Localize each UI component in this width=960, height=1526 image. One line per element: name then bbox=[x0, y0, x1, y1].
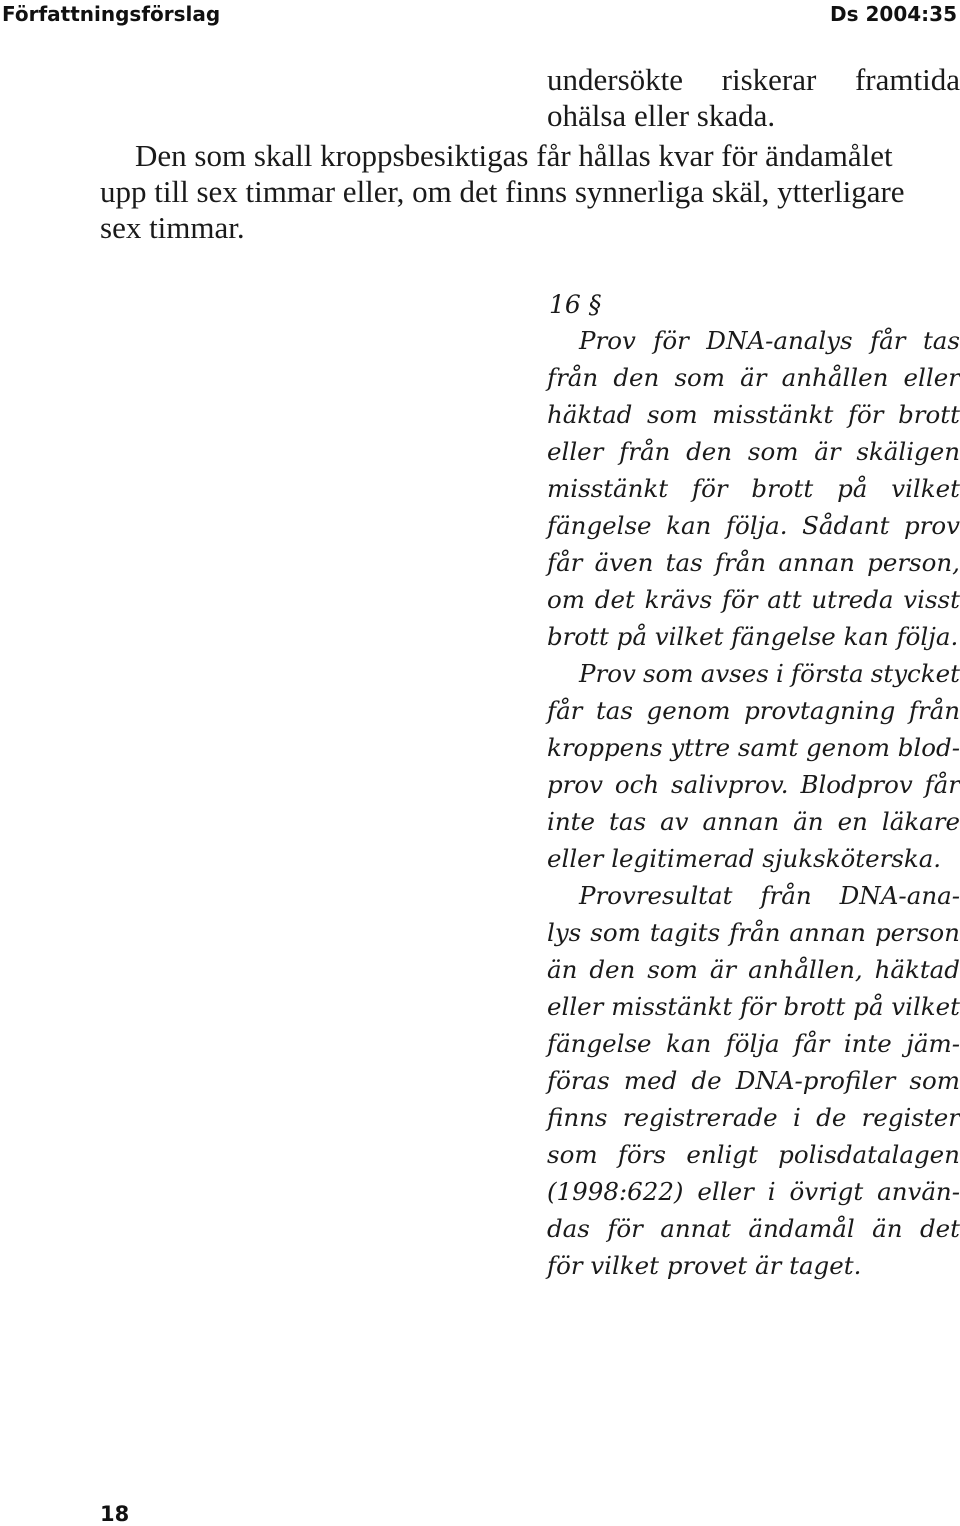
word: kroppens bbox=[547, 733, 663, 762]
word: som bbox=[642, 659, 694, 688]
word: sjuksköterska. bbox=[762, 844, 942, 873]
word: på bbox=[837, 474, 868, 503]
word: eller bbox=[697, 1177, 754, 1206]
section-line bbox=[579, 322, 960, 359]
word: undersökte bbox=[547, 62, 684, 97]
word: kan bbox=[843, 622, 889, 651]
word: anhållen bbox=[781, 363, 889, 392]
word: häktad bbox=[874, 955, 960, 984]
word: eller bbox=[547, 992, 604, 1021]
word: prov bbox=[547, 770, 603, 799]
word: från bbox=[729, 918, 781, 947]
word: polisdatalagen bbox=[778, 1140, 960, 1169]
word: för bbox=[547, 1251, 583, 1280]
section-line bbox=[547, 803, 960, 840]
section-line bbox=[547, 1210, 960, 1247]
top-line-1 bbox=[547, 62, 960, 98]
word: är bbox=[814, 437, 841, 466]
section-line bbox=[547, 1136, 960, 1173]
word: för bbox=[607, 1214, 643, 1243]
word: fängelse bbox=[547, 511, 652, 540]
word: läkare bbox=[881, 807, 960, 836]
word: den bbox=[589, 955, 636, 984]
word: från bbox=[760, 881, 812, 910]
word: provet bbox=[666, 1251, 748, 1280]
word: riskerar bbox=[721, 62, 817, 97]
word: tas bbox=[609, 807, 647, 836]
word: taget. bbox=[789, 1251, 862, 1280]
section-line bbox=[547, 729, 960, 766]
word: eller bbox=[903, 363, 960, 392]
word: misstänkt bbox=[712, 400, 834, 429]
word: för bbox=[740, 992, 776, 1021]
section-line bbox=[547, 581, 960, 618]
word: att bbox=[767, 585, 802, 614]
word: visst bbox=[903, 585, 960, 614]
word: annan bbox=[789, 918, 866, 947]
word: med bbox=[623, 1066, 678, 1095]
word: får bbox=[870, 326, 906, 355]
word: blod- bbox=[897, 733, 960, 762]
word: eller bbox=[547, 437, 604, 466]
word: jäm- bbox=[906, 1029, 960, 1058]
word: från bbox=[547, 363, 599, 392]
word: även bbox=[594, 548, 654, 577]
word: tas bbox=[665, 548, 703, 577]
word: som bbox=[674, 363, 726, 392]
word: är bbox=[754, 1251, 782, 1280]
word: Provresultat bbox=[579, 881, 733, 910]
section-line bbox=[547, 396, 960, 433]
word: får bbox=[794, 1029, 830, 1058]
word: första bbox=[791, 659, 864, 688]
word: ändamål bbox=[748, 1214, 855, 1243]
word: person bbox=[874, 918, 960, 947]
word: som bbox=[547, 1140, 598, 1169]
word: som bbox=[747, 437, 799, 466]
word: än bbox=[547, 955, 578, 984]
word: i bbox=[767, 1177, 776, 1206]
word: inte bbox=[547, 807, 595, 836]
word: för bbox=[692, 474, 728, 503]
word: på bbox=[616, 622, 647, 651]
section-line bbox=[547, 544, 960, 581]
section-line bbox=[547, 988, 960, 1025]
word: kan bbox=[666, 511, 712, 540]
section-line bbox=[547, 692, 960, 729]
word: de bbox=[691, 1066, 722, 1095]
word: salivprov. bbox=[671, 770, 789, 799]
section-line bbox=[547, 618, 960, 655]
word: och bbox=[614, 770, 660, 799]
word: prov bbox=[904, 511, 960, 540]
word: som bbox=[647, 400, 698, 429]
word: brott bbox=[751, 474, 814, 503]
word: följa bbox=[725, 1029, 780, 1058]
word: vilket bbox=[891, 992, 960, 1021]
section-line bbox=[547, 507, 960, 544]
word: provtagning bbox=[744, 696, 896, 725]
word: misstänkt bbox=[547, 474, 669, 503]
word: följa. bbox=[896, 622, 959, 651]
word: för bbox=[653, 326, 689, 355]
word: enligt bbox=[686, 1140, 758, 1169]
word: övrigt bbox=[789, 1177, 864, 1206]
word: lys bbox=[547, 918, 582, 947]
word: i bbox=[776, 659, 784, 688]
word: tas bbox=[595, 696, 633, 725]
word: brott bbox=[547, 622, 609, 651]
word: den bbox=[613, 363, 660, 392]
word: framtida bbox=[854, 62, 960, 97]
word: än bbox=[872, 1214, 903, 1243]
running-header-doc-id: Ds 2004:35 bbox=[830, 2, 957, 26]
section-line bbox=[579, 655, 960, 692]
word: vilket bbox=[590, 1251, 660, 1280]
section-line bbox=[547, 951, 960, 988]
top-line-2: ohälsa eller skada. bbox=[547, 98, 776, 133]
word: finns bbox=[547, 1103, 608, 1132]
word: får bbox=[924, 770, 960, 799]
word: från bbox=[714, 548, 767, 577]
page-number: 18 bbox=[100, 1502, 130, 1526]
top-line-5: sex timmar. bbox=[100, 210, 245, 245]
section-number: 16 § bbox=[549, 290, 602, 319]
word: av bbox=[660, 807, 689, 836]
section-line bbox=[547, 359, 960, 396]
word: Blodprov bbox=[800, 770, 913, 799]
word: annan bbox=[778, 548, 855, 577]
word: föras bbox=[547, 1066, 610, 1095]
section-line bbox=[547, 470, 960, 507]
word: kan bbox=[666, 1029, 712, 1058]
word: person, bbox=[867, 548, 960, 577]
word: om bbox=[547, 585, 585, 614]
word: genom bbox=[805, 733, 890, 762]
word: annan bbox=[702, 807, 780, 836]
word: anhållen, bbox=[748, 955, 863, 984]
word: än bbox=[793, 807, 824, 836]
word: för bbox=[847, 400, 884, 429]
word: inte bbox=[843, 1029, 892, 1058]
running-header-title: Författningsförslag bbox=[2, 2, 221, 26]
word: tagits bbox=[649, 918, 721, 947]
word: samt bbox=[737, 733, 799, 762]
word: DNA-analys bbox=[706, 326, 853, 355]
word: brott bbox=[783, 992, 846, 1021]
section-line bbox=[547, 1247, 960, 1284]
word: stycket bbox=[870, 659, 960, 688]
word: från bbox=[908, 696, 960, 725]
word: yttre bbox=[670, 733, 731, 762]
word: das bbox=[547, 1214, 590, 1243]
word: misstänkt bbox=[611, 992, 733, 1021]
word: Prov bbox=[579, 659, 636, 688]
word: för bbox=[721, 585, 758, 614]
word: det bbox=[919, 1214, 960, 1243]
section-line bbox=[547, 1099, 960, 1136]
word: förs bbox=[617, 1140, 666, 1169]
top-line-4: upp till sex timmar eller, om det finns synnerliga skäl, ytterligare bbox=[100, 174, 905, 209]
word: legitimerad bbox=[611, 844, 755, 873]
word: en bbox=[837, 807, 868, 836]
word: avses bbox=[700, 659, 769, 688]
word: från bbox=[619, 437, 671, 466]
word: brott bbox=[898, 400, 960, 429]
section-line bbox=[547, 1062, 960, 1099]
section-line bbox=[547, 1025, 960, 1062]
word: de bbox=[816, 1103, 847, 1132]
word: får bbox=[547, 548, 583, 577]
section-line bbox=[547, 433, 960, 470]
word: vilket bbox=[654, 622, 724, 651]
word: (1998:622) bbox=[547, 1177, 684, 1206]
word: annat bbox=[660, 1214, 731, 1243]
word: får bbox=[547, 696, 583, 725]
word: eller bbox=[547, 844, 604, 873]
word: den bbox=[686, 437, 733, 466]
word: skäligen bbox=[856, 437, 960, 466]
word: genom bbox=[646, 696, 731, 725]
section-body bbox=[547, 322, 960, 1302]
section-line bbox=[547, 914, 960, 951]
word: det bbox=[594, 585, 635, 614]
section-line bbox=[547, 840, 960, 877]
word: är bbox=[709, 955, 737, 984]
word: utreda bbox=[811, 585, 894, 614]
word: på bbox=[853, 992, 884, 1021]
word: som bbox=[909, 1066, 960, 1095]
word: som bbox=[590, 918, 641, 947]
word: fängelse bbox=[547, 1029, 652, 1058]
section-line bbox=[547, 766, 960, 803]
word: register bbox=[861, 1103, 960, 1132]
word: Prov bbox=[579, 326, 636, 355]
word: DNA-ana- bbox=[839, 881, 960, 910]
word: Sådant bbox=[802, 511, 890, 540]
top-line-3: Den som skall kroppsbesiktigas får hållas kvar för ändamålet bbox=[135, 138, 893, 173]
word: DNA-profiler bbox=[735, 1066, 896, 1095]
section-line bbox=[579, 877, 960, 914]
section-line bbox=[547, 1173, 960, 1210]
word: krävs bbox=[644, 585, 713, 614]
word: i bbox=[792, 1103, 801, 1132]
word: följa. bbox=[725, 511, 788, 540]
word: som bbox=[647, 955, 698, 984]
word: registrerade bbox=[622, 1103, 778, 1132]
word: häktad bbox=[547, 400, 633, 429]
word: tas bbox=[922, 326, 960, 355]
word: är bbox=[740, 363, 767, 392]
word: använ- bbox=[877, 1177, 960, 1206]
word: fängelse bbox=[731, 622, 836, 651]
word: vilket bbox=[891, 474, 960, 503]
